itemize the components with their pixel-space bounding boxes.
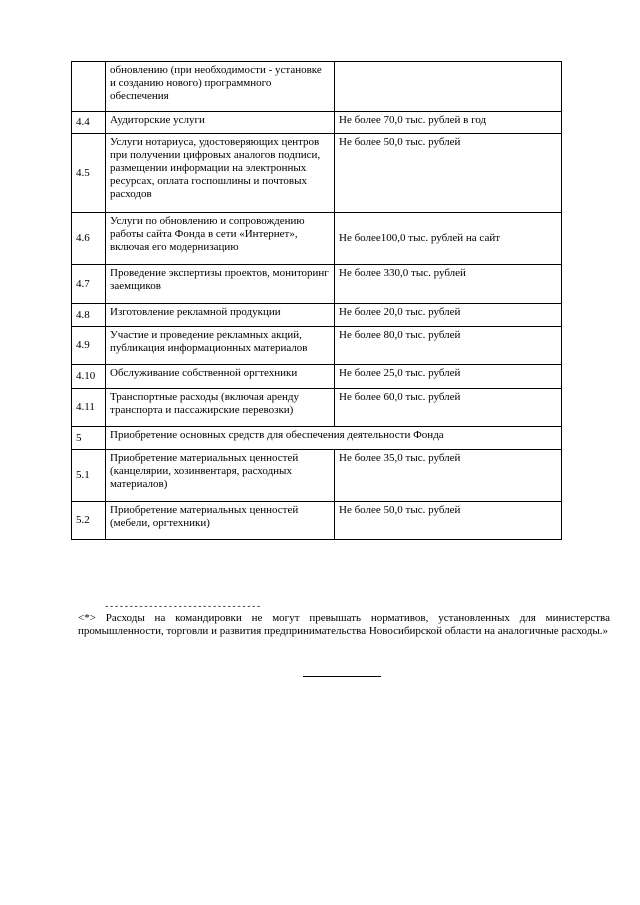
row-number: 4.9	[72, 327, 106, 365]
row-number: 4.11	[72, 389, 106, 427]
expenses-table	[71, 61, 562, 540]
row-limit: Не более 80,0 тыс. рублей	[335, 327, 562, 365]
row-number: 4.7	[72, 265, 106, 304]
row-description: Изготовление рекламной продукции	[106, 304, 335, 327]
row-limit: Не более 60,0 тыс. рублей	[335, 389, 562, 427]
table-row	[72, 450, 562, 502]
table-row	[72, 304, 562, 327]
section-heading: Приобретение основных средств для обеспечения деятельности Фонда	[106, 427, 562, 450]
row-description: Проведение экспертизы проектов, мониторинг заемщиков	[106, 265, 335, 304]
row-number: 4.4	[72, 112, 106, 134]
table-row	[72, 134, 562, 213]
row-description: Услуги по обновлению и сопровождению работы сайта Фонда в сети «Интернет», включая его модернизацию	[106, 213, 335, 265]
end-divider	[303, 676, 381, 677]
row-number: 4.5	[72, 134, 106, 213]
row-number: 5	[72, 427, 106, 450]
row-limit: Не более100,0 тыс. рублей на сайт	[335, 213, 562, 265]
row-number: 4.10	[72, 365, 106, 389]
row-description: Транспортные расходы (включая аренду транспорта и пассажирские перевозки)	[106, 389, 335, 427]
row-description: обновлению (при необходимости - установке и созданию нового) программного обеспечения	[106, 62, 335, 112]
table-row	[72, 365, 562, 389]
row-description: Приобретение материальных ценностей (мебели, оргтехники)	[106, 502, 335, 540]
row-limit: Не более 70,0 тыс. рублей в год	[335, 112, 562, 134]
table-row	[72, 112, 562, 134]
table-row	[72, 427, 562, 450]
table-row	[72, 265, 562, 304]
table-row	[72, 327, 562, 365]
footnote-text: <*> Расходы на командировки не могут превышать нормативов, установленных для министерства промышленности, торговли и развития предпринимательства Новосибирской области на аналогичные расходы.»	[78, 612, 610, 637]
row-description: Обслуживание собственной оргтехники	[106, 365, 335, 389]
row-description: Участие и проведение рекламных акций, публикация информационных материалов	[106, 327, 335, 365]
row-number	[72, 62, 106, 112]
row-limit: Не более 50,0 тыс. рублей	[335, 134, 562, 213]
row-number: 5.1	[72, 450, 106, 502]
row-description: Аудиторские услуги	[106, 112, 335, 134]
row-description: Приобретение материальных ценностей (канцелярии, хозинвентаря, расходных материалов)	[106, 450, 335, 502]
row-limit: Не более 25,0 тыс. рублей	[335, 365, 562, 389]
table-row	[72, 502, 562, 540]
row-number: 4.6	[72, 213, 106, 265]
row-number: 5.2	[72, 502, 106, 540]
footnote-separator: --------------------------------	[104, 602, 261, 612]
row-limit: Не более 50,0 тыс. рублей	[335, 502, 562, 540]
table-row	[72, 62, 562, 112]
row-limit: Не более 35,0 тыс. рублей	[335, 450, 562, 502]
row-description: Услуги нотариуса, удостоверяющих центров при получении цифровых аналогов подписи, размещении информации на электронных ресурсах, оплата госпошлины и почтовых расходов	[106, 134, 335, 213]
row-number: 4.8	[72, 304, 106, 327]
row-limit: Не более 330,0 тыс. рублей	[335, 265, 562, 304]
row-limit	[335, 62, 562, 112]
table-row	[72, 389, 562, 427]
row-limit: Не более 20,0 тыс. рублей	[335, 304, 562, 327]
table-row	[72, 213, 562, 265]
